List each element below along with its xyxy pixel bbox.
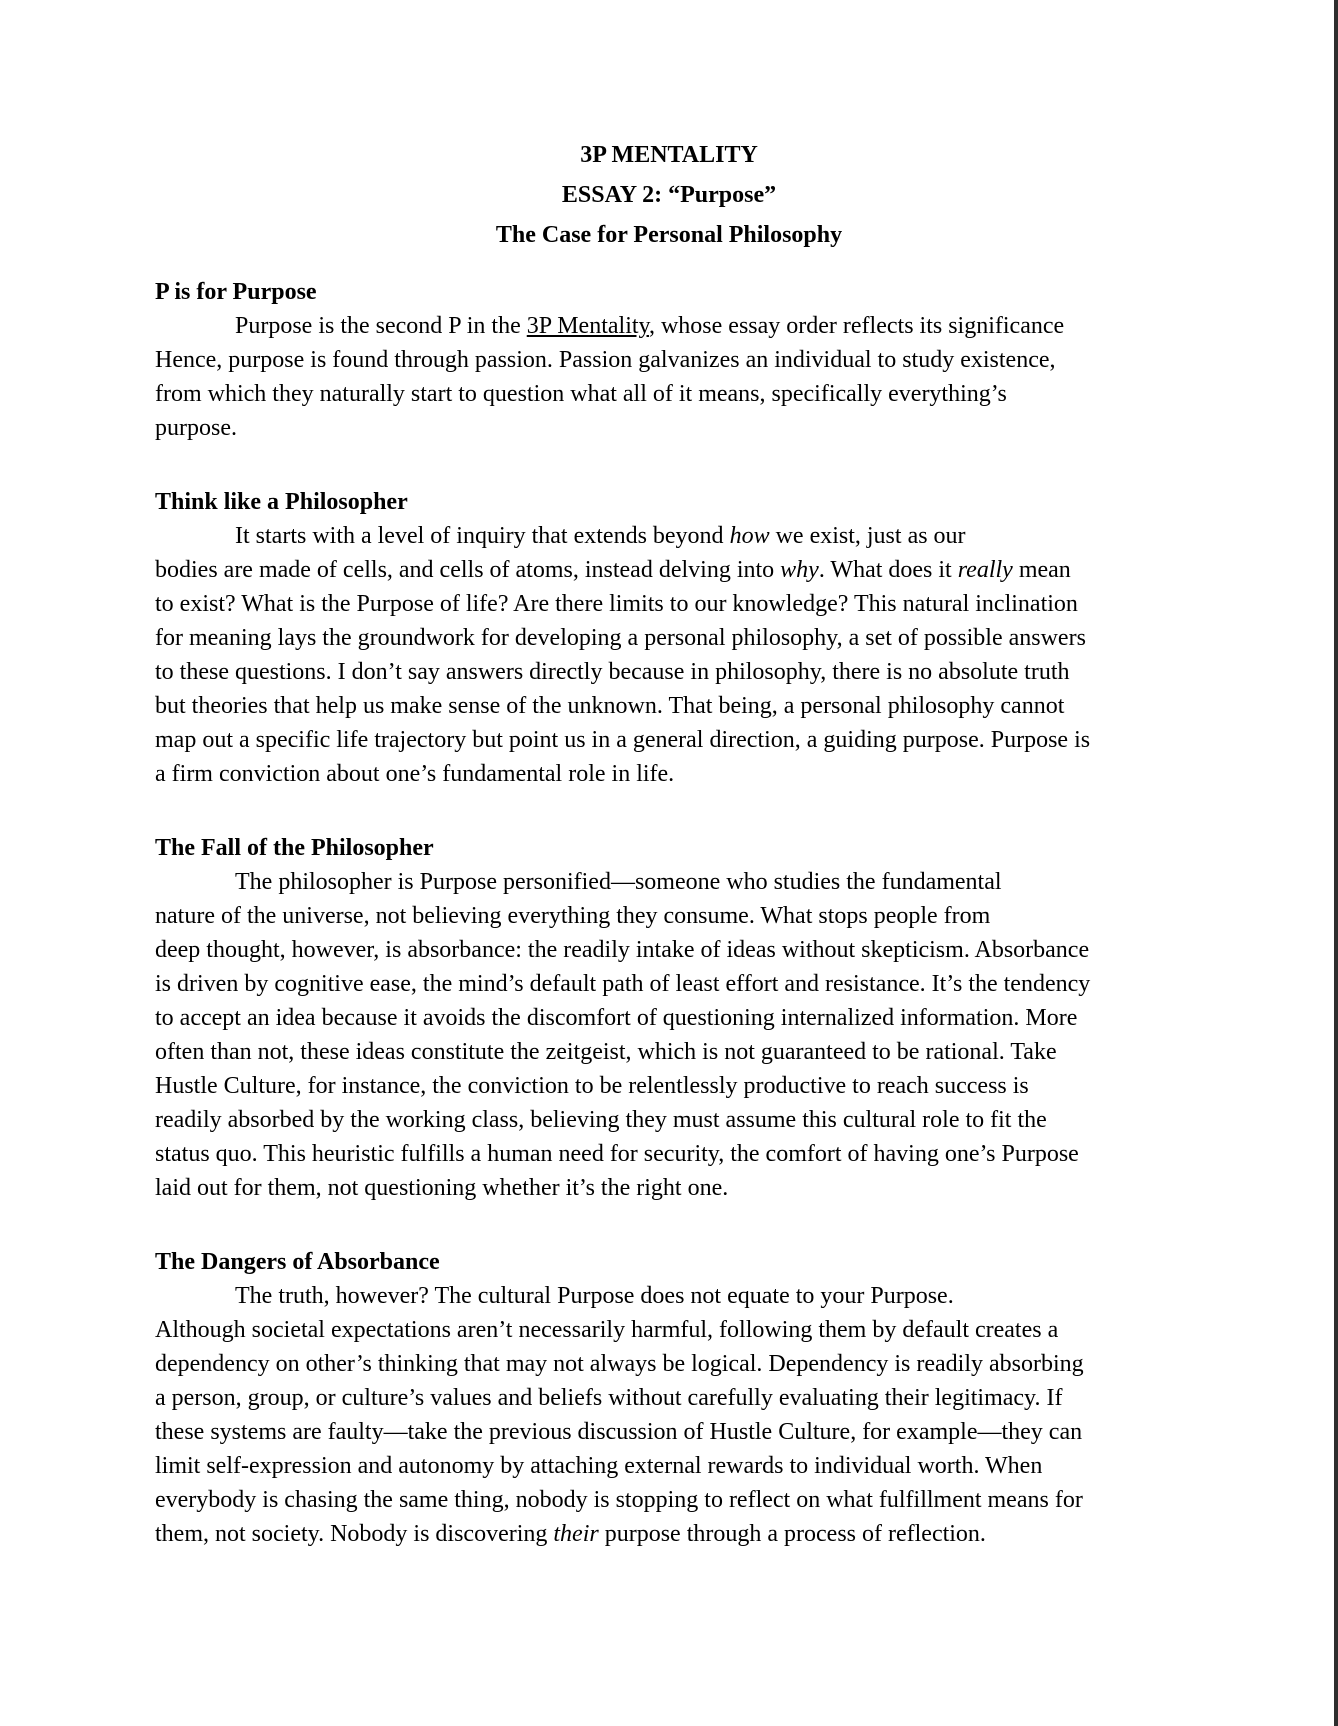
text-line <box>155 587 1183 621</box>
text-line <box>155 933 1183 967</box>
text-line <box>155 865 1183 899</box>
text-line <box>155 689 1183 723</box>
text-line <box>155 621 1183 655</box>
text-segment: them, not society. Nobody is discovering <box>155 1521 554 1547</box>
text-line <box>155 1137 1183 1171</box>
text-line <box>155 1171 1183 1205</box>
text-segment: nature of the universe, not believing everything they consume. What stops people from <box>155 903 991 929</box>
text-segment: limit self-expression and autonomy by attaching external rewards to individual worth. When <box>155 1453 1043 1479</box>
text-segment: purpose. <box>155 415 237 441</box>
doc-title-line-2: ESSAY 2: “Purpose” <box>561 182 777 208</box>
text-line <box>155 553 1183 587</box>
text-segment: The truth, however? The cultural Purpose does not equate to your Purpose. <box>235 1283 954 1309</box>
text-segment: Although societal expectations aren’t necessarily harmful, following them by default creates a <box>155 1317 1059 1343</box>
text-line <box>155 723 1183 757</box>
section-heading: Think like a Philosopher <box>155 489 408 515</box>
section-paragraph <box>155 1279 1183 1551</box>
text-segment-i: why <box>780 557 819 583</box>
text-segment: dependency on other’s thinking that may not always be logical. Dependency is readily absorbing <box>155 1351 1084 1377</box>
text-segment-u: 3P Mentality <box>526 313 649 339</box>
section-the-dangers-of-absorbance <box>155 1245 1183 1551</box>
text-segment: for meaning lays the groundwork for developing a personal philosophy, a set of possible answers <box>155 625 1086 651</box>
text-segment: , whose essay order reflects its significance <box>648 313 1065 339</box>
window-right-edge <box>1334 0 1338 1726</box>
text-segment: map out a specific life trajectory but point us in a general direction, a guiding purpose. Purpose is <box>155 727 1091 753</box>
title-block <box>155 135 1183 255</box>
text-line <box>155 967 1183 1001</box>
text-segment: a firm conviction about one’s fundamental role in life. <box>155 761 675 787</box>
text-line <box>155 1415 1183 1449</box>
text-segment-i: how <box>729 523 770 549</box>
text-line <box>155 343 1183 377</box>
text-line <box>155 309 1183 343</box>
text-segment: . What does it <box>818 557 958 583</box>
text-segment-i: their <box>553 1521 599 1547</box>
text-segment: mean <box>1012 557 1071 583</box>
text-line <box>155 1517 1183 1551</box>
text-segment: often than not, these ideas constitute the zeitgeist, which is not guaranteed to be rational. Take <box>155 1039 1057 1065</box>
text-line <box>155 1035 1183 1069</box>
section-paragraph <box>155 519 1183 791</box>
text-segment: to accept an idea because it avoids the discomfort of questioning internalized information. More <box>155 1005 1078 1031</box>
doc-title-line-1: 3P MENTALITY <box>580 142 758 168</box>
text-segment: status quo. This heuristic fulfills a human need for security, the comfort of having one’s Purpose <box>155 1141 1079 1167</box>
text-segment: to these questions. I don’t say answers directly because in philosophy, there is no absolute truth <box>155 659 1070 685</box>
section-think-like-a-philosopher <box>155 485 1183 791</box>
text-segment: from which they naturally start to question what all of it means, specifically everything’s <box>155 381 1007 407</box>
text-segment: these systems are faulty—take the previous discussion of Hustle Culture, for example—they can <box>155 1419 1083 1445</box>
text-segment: purpose through a process of reflection. <box>598 1521 986 1547</box>
text-segment: Purpose is the second P in the <box>235 313 527 339</box>
text-line <box>155 377 1183 411</box>
text-line <box>155 655 1183 689</box>
text-line <box>155 1069 1183 1103</box>
section-heading: The Fall of the Philosopher <box>155 835 434 861</box>
text-line <box>155 899 1183 933</box>
document-content <box>155 135 1183 1551</box>
doc-title-line-3: The Case for Personal Philosophy <box>495 222 843 248</box>
text-segment: It starts with a level of inquiry that extends beyond <box>235 523 730 549</box>
text-line <box>155 1001 1183 1035</box>
text-line <box>155 1347 1183 1381</box>
text-segment: Hustle Culture, for instance, the conviction to be relentlessly productive to reach success is <box>155 1073 1029 1099</box>
section-paragraph <box>155 865 1183 1205</box>
section-heading: P is for Purpose <box>155 279 317 305</box>
text-segment: laid out for them, not questioning whether it’s the right one. <box>155 1175 729 1201</box>
text-segment: a person, group, or culture’s values and beliefs without carefully evaluating their legitimacy. If <box>155 1385 1063 1411</box>
text-segment: everybody is chasing the same thing, nobody is stopping to reflect on what fulfillment means for <box>155 1487 1083 1513</box>
text-line <box>155 757 1183 791</box>
text-segment: deep thought, however, is absorbance: the readily intake of ideas without skepticism. Absorbance <box>155 937 1090 963</box>
text-segment: is driven by cognitive ease, the mind’s default path of least effort and resistance. It’s the tendency <box>155 971 1091 997</box>
text-line <box>155 1449 1183 1483</box>
section-the-fall-of-the-philosopher <box>155 831 1183 1205</box>
text-segment: readily absorbed by the working class, believing they must assume this cultural role to fit the <box>155 1107 1047 1133</box>
text-segment: we exist, just as our <box>769 523 966 549</box>
text-segment: bodies are made of cells, and cells of atoms, instead delving into <box>155 557 781 583</box>
text-line <box>155 1313 1183 1347</box>
text-segment: Hence, purpose is found through passion. Passion galvanizes an individual to study existence, <box>155 347 1056 373</box>
text-line <box>155 1483 1183 1517</box>
text-segment: to exist? What is the Purpose of life? Are there limits to our knowledge? This natural inclination <box>155 591 1078 617</box>
text-segment: The philosopher is Purpose personified—someone who studies the fundamental <box>235 869 1002 895</box>
text-segment: but theories that help us make sense of the unknown. That being, a personal philosophy cannot <box>155 693 1065 719</box>
text-line <box>155 411 1183 445</box>
text-line <box>155 1381 1183 1415</box>
section-heading: The Dangers of Absorbance <box>155 1249 440 1275</box>
text-segment-i: really <box>957 557 1013 583</box>
text-line <box>155 1103 1183 1137</box>
section-paragraph <box>155 309 1183 445</box>
text-line <box>155 1279 1183 1313</box>
section-p-is-for-purpose <box>155 275 1183 445</box>
text-line <box>155 519 1183 553</box>
